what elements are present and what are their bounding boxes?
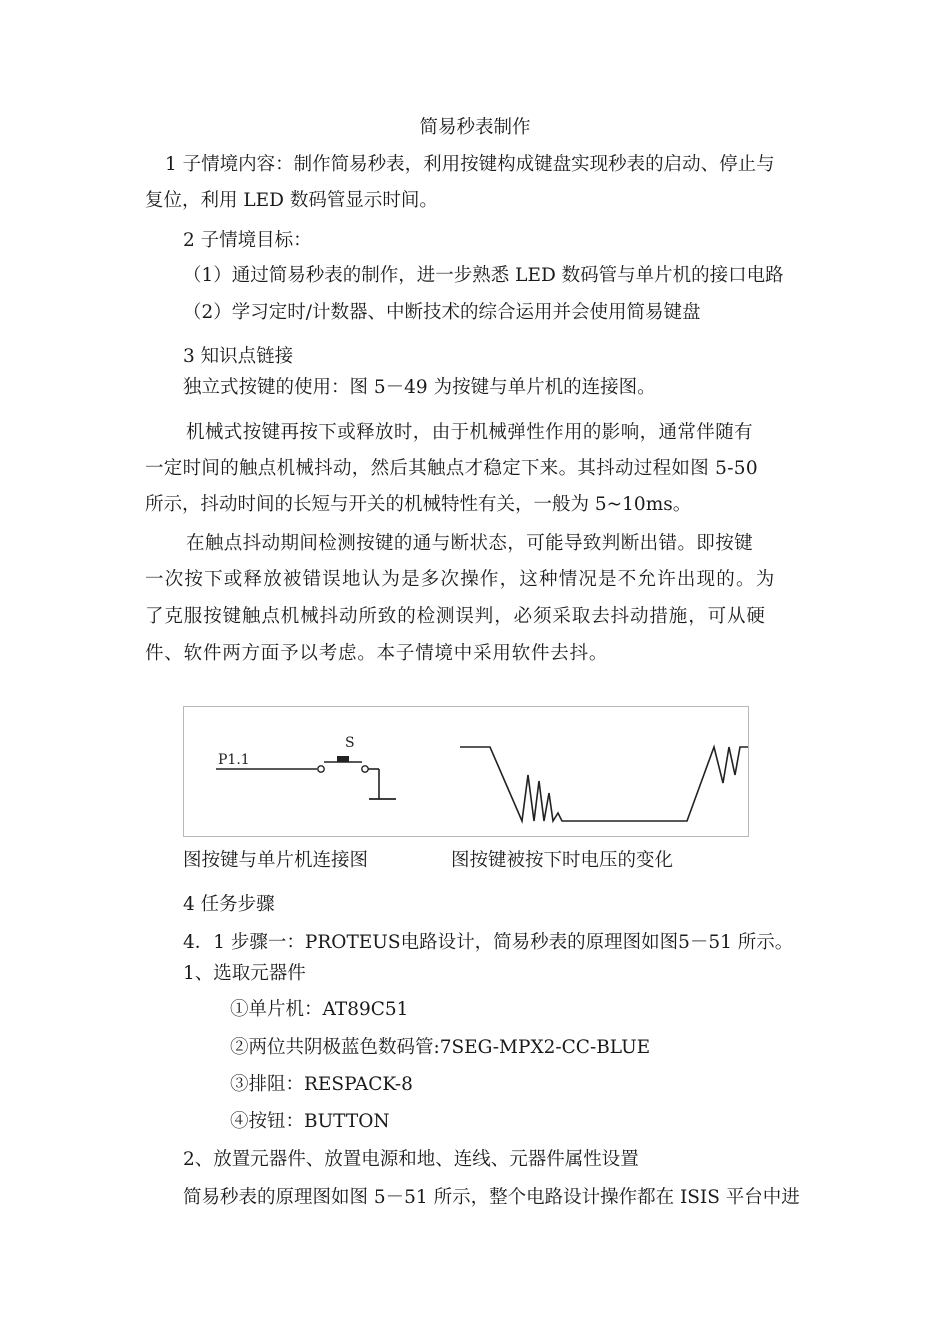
step-2-heading: 2、放置元器件、放置电源和地、连线、元器件属性设置	[183, 1149, 639, 1170]
section-3-heading: 3 知识点链接	[183, 346, 294, 367]
section-4-heading: 4 任务步骤	[183, 894, 275, 915]
paragraph-2-line-4: 件、软件两方面予以考虑。本子情境中采用软件去抖。	[145, 643, 609, 664]
paragraph-2-line-1: 在触点抖动期间检测按键的通与断状态，可能导致判断出错。即按键	[186, 533, 754, 554]
component-item-1: ①单片机：AT89C51	[230, 999, 409, 1020]
switch-contact-left	[318, 766, 324, 772]
component-item-4: ④按钮：BUTTON	[230, 1111, 390, 1132]
section-3-intro: 独立式按键的使用：图 5－49 为按键与单片机的连接图。	[183, 377, 656, 398]
key-circuit-figure	[183, 706, 749, 837]
paragraph-1-line-2: 一定时间的触点机械抖动，然后其触点才稳定下来。其抖动过程如图 5-50	[145, 458, 758, 479]
paragraph-2-line-3: 了克服按键触点机械抖动所致的检测误判，必须采取去抖动措施，可从硬	[145, 606, 766, 627]
paragraph-2-line-2: 一次按下或释放被错误地认为是多次操作，这种情况是不允许出现的。为	[145, 569, 776, 590]
last-line: 简易秒表的原理图如图 5－51 所示，整个电路设计操作都在 ISIS 平台中进	[183, 1187, 800, 1208]
page-title: 简易秒表制作	[419, 117, 531, 138]
section-4-1-line: 4．1 步骤一：PROTEUS电路设计，简易秒表的原理图如图5－51 所示。	[183, 932, 794, 953]
paragraph-1-line-3: 所示，抖动时间的长短与开关的机械特性有关，一般为 5~10ms。	[145, 494, 692, 515]
step-1-heading: 1、选取元器件	[183, 963, 306, 984]
goal-item-2: （2）学习定时/计数器、中断技术的综合运用并会使用简易键盘	[183, 302, 701, 323]
section-2-heading: 2 子情境目标：	[183, 230, 312, 251]
figure-caption-right: 图按键被按下时电压的变化	[451, 850, 674, 871]
switch-label: S	[345, 735, 355, 751]
switch-button-cap	[337, 756, 349, 762]
switch-contact-right	[362, 766, 368, 772]
pin-label: P1.1	[218, 752, 250, 768]
figure-caption-left: 图按键与单片机连接图	[183, 850, 369, 871]
component-item-2: ②两位共阴极蓝色数码管:7SEG-MPX2-CC-BLUE	[230, 1037, 651, 1058]
section-1-line-2: 复位，利用 LED 数码管显示时间。	[145, 190, 438, 211]
voltage-waveform	[460, 747, 748, 821]
component-item-3: ③排阻：RESPACK-8	[230, 1074, 413, 1095]
paragraph-1-line-1: 机械式按键再按下或释放时，由于机械弹性作用的影响，通常伴随有	[186, 422, 754, 443]
goal-item-1: （1）通过简易秒表的制作，进一步熟悉 LED 数码管与单片机的接口电路	[183, 265, 784, 286]
section-1-line-1: 1 子情境内容：制作简易秒表，利用按键构成键盘实现秒表的启动、停止与	[165, 154, 775, 175]
figure-drawing	[184, 707, 750, 838]
